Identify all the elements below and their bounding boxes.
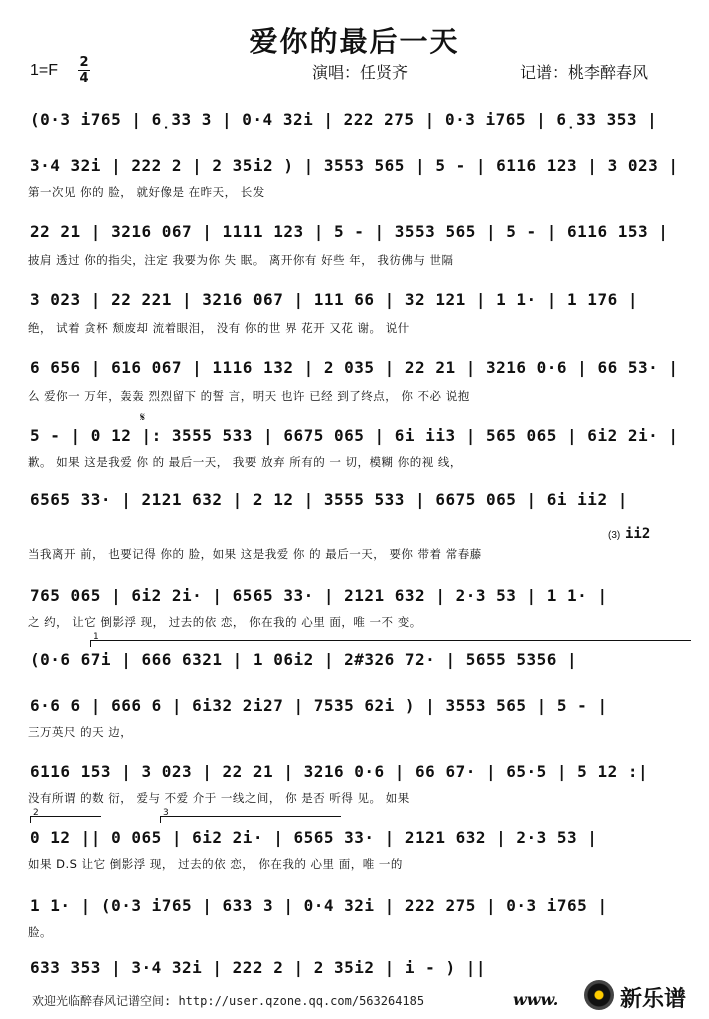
triplet-notes: ii2 — [625, 526, 651, 542]
score-row-2: 3·4 32i | 222 2 | 2 35i2 ) | 3553 565 | 5 - | 6116 123 | 3 023 | — [30, 156, 679, 175]
footer-text: 欢迎光临醉春风记谱空间: http://user.qzone.qq.com/563264185 — [32, 994, 425, 1008]
score-row-4: 3 023 | 22 221 | 3216 067 | 111 66 | 32 121 | 1 1· | 1 176 | — [30, 290, 638, 309]
lyric-row-5: 么 爱你一 万年，轰轰 烈烈留下 的誓 言，明天 也许 已经 到了终点， 你 不必 说抱 — [28, 389, 470, 403]
score-row-7: 6565 33· | 2121 632 | 2 12 | 3555 533 | 6675 065 | 6i ii2 | — [30, 490, 628, 509]
lyric-row-7: 当我离开 前， 也要记得 你的 脸，如果 这是我爱 你 的 最后一天， 要你 带着 常春藤 — [28, 547, 482, 561]
score-row-8: 765 065 | 6i2 2i· | 6565 33· | 2121 632 | 2·3 53 | 1 1· | — [30, 586, 608, 605]
score-row-12: 0 12 || 0 065 | 6i2 2i· | 6565 33· | 2121 632 | 2·3 53 | — [30, 828, 598, 847]
segno-mark: 𝄋 — [140, 410, 146, 424]
score-row-3: 22 21 | 3216 067 | 1111 123 | 5 - | 3553 565 | 5 - | 6116 153 | — [30, 222, 669, 241]
vinyl-disc-icon — [584, 980, 614, 1010]
score-row-14: 633 353 | 3·4 32i | 222 2 | 2 35i2 | i - ) || — [30, 958, 486, 977]
score-row-11: 6116 153 | 3 023 | 22 21 | 3216 0·6 | 66 67· | 65·5 | 5 12 :| — [30, 762, 649, 781]
lyric-row-11: 没有所谓 的数 衍， 爱与 不爱 介于 一线之间， 你 是否 听得 见。 如果 — [28, 791, 410, 805]
volta-3: 3 — [160, 816, 341, 823]
score-row-9: (0·6 67i | 666 6321 | 1 06i2 | 2#326 72· | 5655 5356 | — [30, 650, 578, 669]
score-row-5: 6 656 | 616 067 | 1116 132 | 2 035 | 22 21 | 3216 0·6 | 66 53· | — [30, 358, 679, 377]
site-logo — [576, 976, 706, 1016]
triplet-mark: (3) — [608, 530, 621, 541]
time-signature — [78, 56, 90, 85]
lyric-row-2: 第一次见 你的 脸， 就好像是 在昨天， 长发 — [28, 185, 265, 199]
volta-1: 1 — [90, 640, 691, 647]
score-row-13: 1 1· | (0·3 i765 | 633 3 | 0·4 32i | 222 275 | 0·3 i765 | — [30, 896, 608, 915]
time-top: 2 — [79, 55, 89, 70]
key-signature: 1=F — [30, 62, 59, 79]
transcriber-credit: 记谱：桃李醉春风 — [520, 63, 649, 82]
singer-credit: 演唱：任贤齐 — [312, 63, 409, 82]
lyric-row-8: 之 约， 让它 倒影浮 现， 过去的依 恋， 你在我的 心里 面，唯 一不 变。 — [28, 615, 422, 629]
score-row-6: 5 - | 0 12 |: 3555 533 | 6675 065 | 6i ii3 | 565 065 | 6i2 2i· | — [30, 426, 679, 445]
lyric-row-13: 脸。 — [28, 925, 52, 939]
lyric-row-3: 披肩 透过 你的指尖，注定 我要为你 失 眠。 离开你有 好些 年， 我彷佛与 世隔 — [28, 253, 454, 267]
lyric-row-4: 绝， 试着 贪杯 颓废却 流着眼泪， 没有 你的世 界 花开 又花 谢。 说什 — [28, 321, 410, 335]
lyric-row-12: 如果 D.S 让它 倒影浮 现， 过去的依 恋， 你在我的 心里 面，唯 一的 — [28, 857, 403, 871]
page-title: 爱你的最后一天 — [249, 25, 460, 58]
time-bottom: 4 — [79, 71, 89, 86]
score-row-10: 6·6 6 | 666 6 | 6i32 2i27 | 7535 62i ) | 3553 565 | 5 - | — [30, 696, 608, 715]
logo-text: 新乐谱 — [620, 987, 687, 1012]
score-row-1: (0·3 i765 | 6̣33 3 | 0·4 32i | 222 275 | 0·3 i765 | 6̣33 353 | — [30, 110, 658, 129]
footer-www: www. — [513, 990, 559, 1009]
lyric-row-6: 歉。 如果 这是我爱 你 的 最后一天， 我要 放弃 所有的 一 切，模糊 你的视 线， — [28, 455, 462, 469]
volta-2: 2 — [30, 816, 101, 823]
lyric-row-10: 三万英尺 的天 边， — [28, 725, 133, 739]
